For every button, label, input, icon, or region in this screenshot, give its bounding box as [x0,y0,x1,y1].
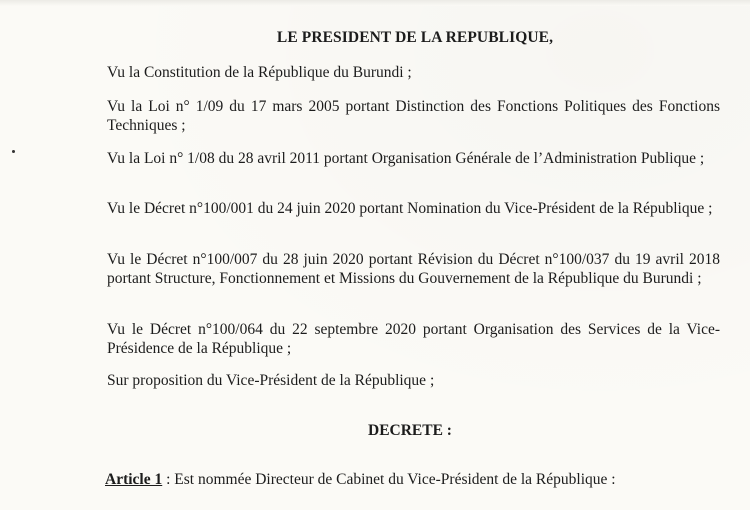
sur-proposition: Sur proposition du Vice-Président de la République ; [107,372,435,389]
visa-constitution: Vu la Constitution de la République du Burundi ; [107,64,412,81]
article-text: : Est nommée Directeur de Cabinet du Vice-Président de la République : [162,471,616,488]
visa-loi-1-08: Vu la Loi n° 1/08 du 28 avril 2011 portant Organisation Générale de l’Administration Publique ; [107,150,705,167]
heading-text: LE PRESIDENT DE LA REPUBLIQUE, [276,29,554,46]
decrete-heading [0,422,750,440]
visa-decret-100-064: Vu le Décret n°100/064 du 22 septembre 2020 portant Organisation des Services de la Vice-Présidence de la République ; [107,321,720,357]
visa-decret-100-007: Vu le Décret n°100/007 du 28 juin 2020 portant Révision du Décret n°100/037 du 19 avril 2018 portant Structure, Fonctionnement et Missions du Gouvernement de la République du Burundi ; [107,251,720,287]
article-1 [105,471,616,489]
visa-decret-100-001: Vu le Décret n°100/001 du 24 juin 2020 portant Nomination du Vice-Président de la République ; [107,200,713,217]
article-label: Article 1 [105,471,163,488]
page-top-edge [0,0,750,6]
decrete-text: DECRETE : [368,422,452,439]
visa-loi-1-09: Vu la Loi n° 1/09 du 17 mars 2005 portant Distinction des Fonctions Politiques des Fonctions Techniques ; [107,98,720,134]
scan-speck [12,150,15,153]
document-heading [0,29,750,47]
